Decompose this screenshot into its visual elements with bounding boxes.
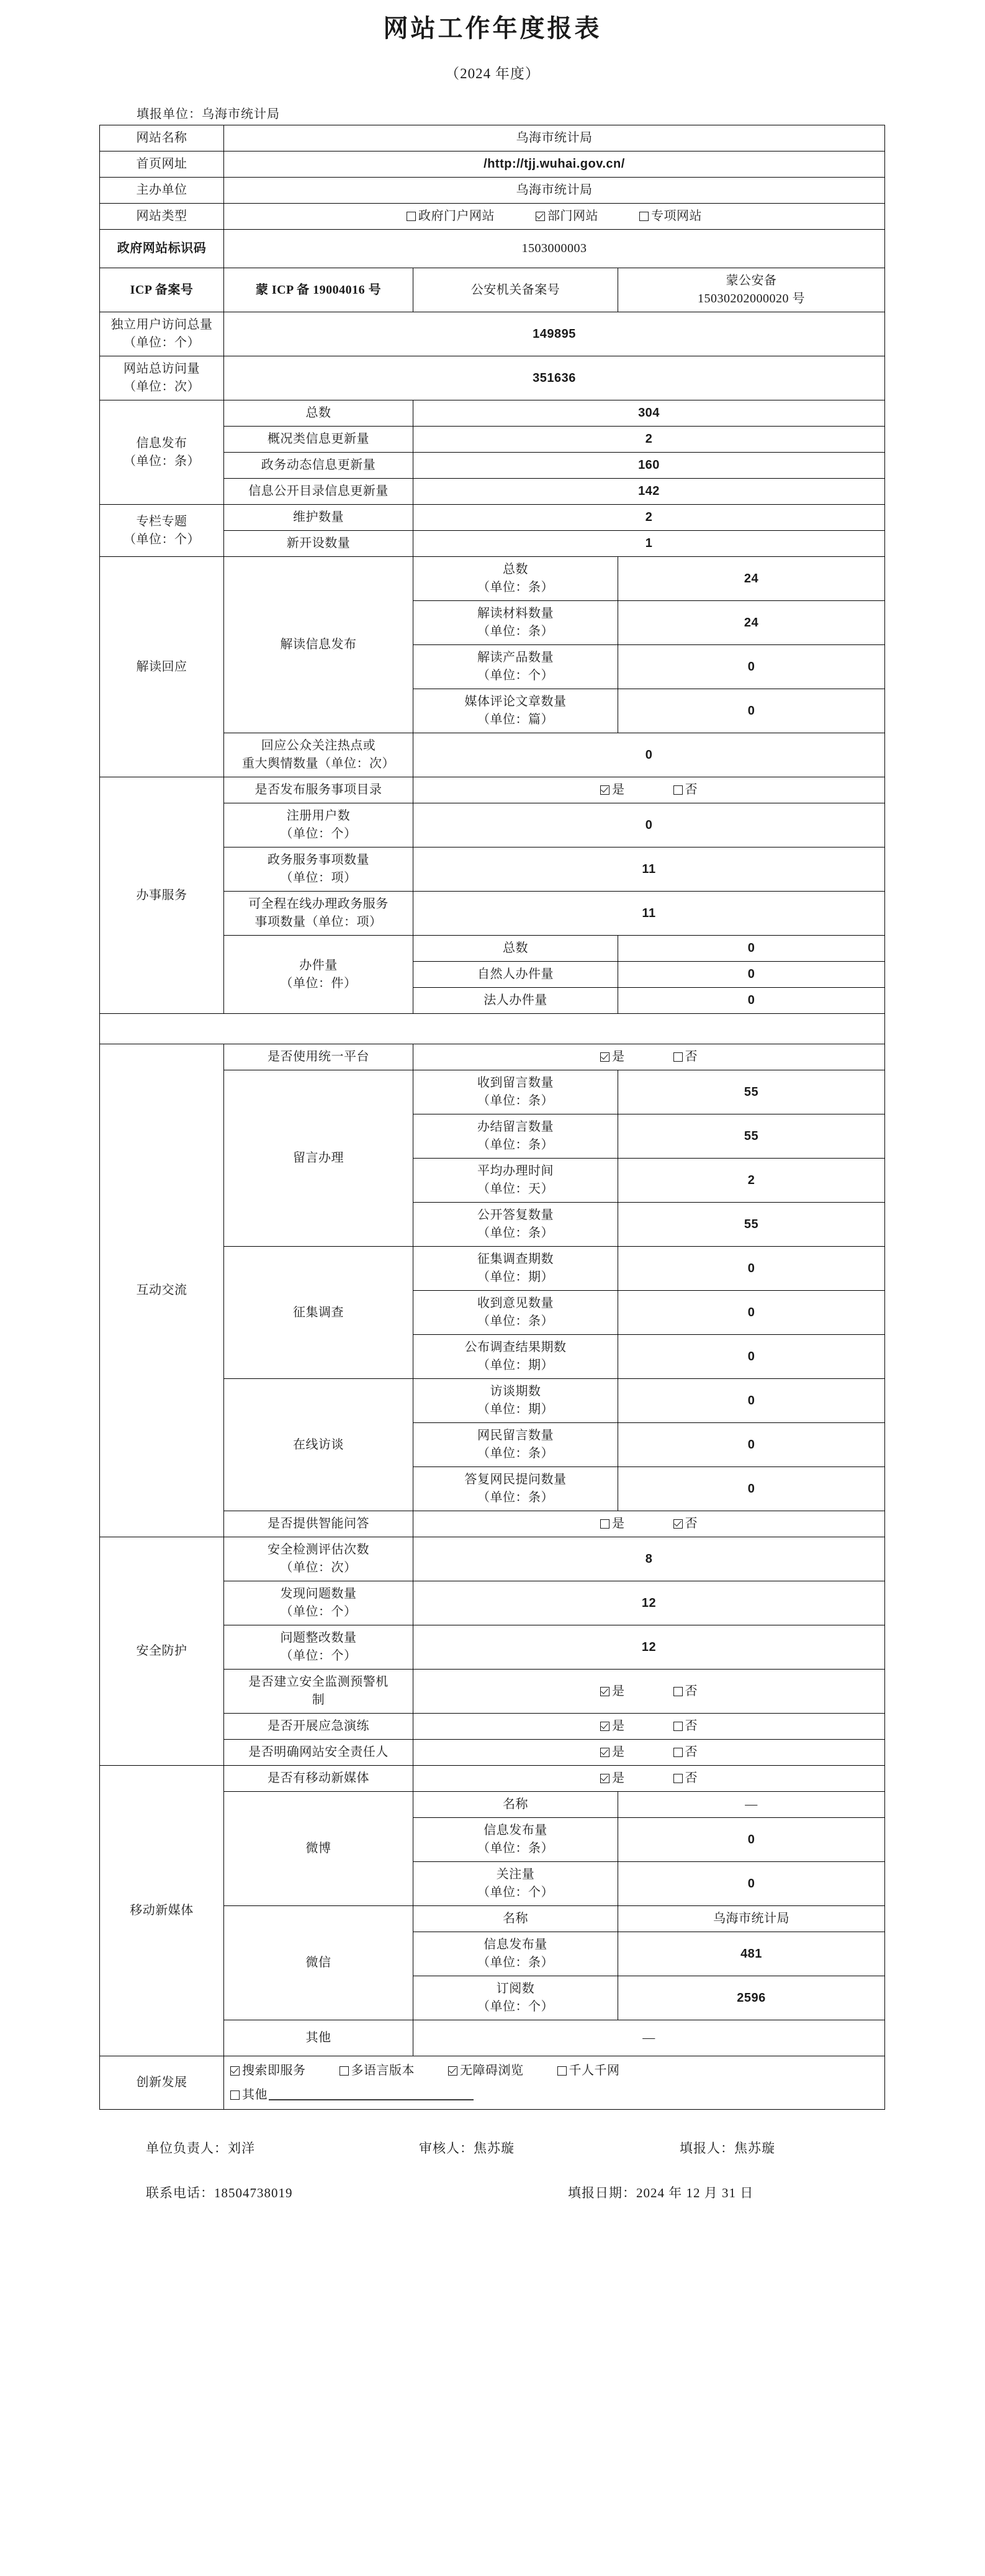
interview-row-label <box>413 1379 618 1423</box>
checkbox-icon[interactable] <box>340 2066 349 2076</box>
police-record-line1: 蒙公安备 <box>726 274 777 287</box>
total-visits-label <box>100 356 224 400</box>
label-line1: 注册用户数 <box>286 809 351 823</box>
label-line1: 答复网民提问数量 <box>464 1473 567 1486</box>
section-info-publish <box>100 400 224 505</box>
label-line1: 征集调查期数 <box>477 1252 554 1266</box>
registered-users-value: 0 <box>413 803 885 847</box>
interview-row-label <box>413 1423 618 1467</box>
columns-row-label: 维护数量 <box>224 505 413 531</box>
section-label-line1: 专栏专题 <box>136 514 187 528</box>
smart-qa-options <box>413 1511 885 1537</box>
has-newmedia-label: 是否有移动新媒体 <box>224 1766 413 1792</box>
police-record-value <box>618 268 885 312</box>
label-line1: 办结留言数量 <box>477 1120 554 1134</box>
interpretation-row-value: 24 <box>618 557 885 601</box>
registered-users-label <box>224 803 413 847</box>
section-new-media: 移动新媒体 <box>100 1766 224 2056</box>
label-line2: （单位：条） <box>477 1314 554 1328</box>
table-row <box>100 1044 885 1070</box>
message-row-label <box>413 1203 618 1247</box>
option-label: 无障碍浏览 <box>460 2063 524 2077</box>
columns-row-value: 1 <box>413 531 885 557</box>
section-interaction: 互动交流 <box>100 1044 224 1537</box>
innovation-option-search-as-service[interactable] <box>230 2062 306 2080</box>
table-row <box>100 151 885 178</box>
table-row <box>100 1766 885 1792</box>
table-row <box>100 1537 885 1581</box>
label-line1: 问题整改数量 <box>280 1631 357 1645</box>
checkbox-icon[interactable] <box>600 1519 609 1529</box>
info-publish-row-label: 信息公开目录信息更新量 <box>224 479 413 505</box>
checkbox-icon[interactable] <box>673 1687 683 1696</box>
option-yes[interactable] <box>600 1515 625 1533</box>
label-line1: 独立用户访问总量 <box>110 318 213 332</box>
sponsor-value: 乌海市统计局 <box>224 178 885 204</box>
icp-value: 蒙 ICP 备 19004016 号 <box>224 268 413 312</box>
label-line2: 重大舆情数量（单位：次） <box>242 757 395 771</box>
checkbox-icon[interactable] <box>673 1722 683 1731</box>
survey-row-label <box>413 1335 618 1379</box>
option-no[interactable] <box>673 1769 698 1787</box>
option-yes[interactable] <box>600 1743 625 1761</box>
option-no[interactable] <box>673 1683 698 1701</box>
weibo-row-label: 名称 <box>413 1792 618 1818</box>
columns-row-value: 2 <box>413 505 885 531</box>
table-row <box>100 356 885 400</box>
label-line1: 订阅数 <box>496 1982 535 1995</box>
label-line1: 收到意见数量 <box>477 1296 554 1310</box>
label-line2: （单位：个） <box>477 2000 554 2013</box>
message-row-value: 2 <box>618 1159 885 1203</box>
innovation-other-input[interactable] <box>269 2089 474 2100</box>
label-line2: （单位：件） <box>280 976 357 990</box>
service-items-label <box>224 847 413 892</box>
table-row <box>100 178 885 204</box>
signature-footer <box>96 2138 922 2202</box>
checkbox-icon[interactable] <box>673 1052 683 1062</box>
survey-row-value: 0 <box>618 1291 885 1335</box>
option-label: 是 <box>612 1719 625 1733</box>
label-line2: （单位：条） <box>477 1842 554 1855</box>
fixed-issues-value: 12 <box>413 1625 885 1670</box>
option-label: 多语言版本 <box>351 2063 415 2077</box>
site-type-label: 网站类型 <box>100 204 224 230</box>
section-columns-topics <box>100 505 224 557</box>
label-line1: 公开答复数量 <box>477 1208 554 1222</box>
site-name-value: 乌海市统计局 <box>224 125 885 151</box>
section-innovation: 创新发展 <box>100 2056 224 2110</box>
label-line1: 公布调查结果期数 <box>464 1340 567 1354</box>
unified-platform-options <box>413 1044 885 1070</box>
option-label: 是 <box>612 1745 625 1759</box>
label-line2: （单位：条） <box>477 1094 554 1108</box>
checkbox-icon[interactable] <box>407 212 416 221</box>
handled-count-label <box>224 936 413 1014</box>
option-no[interactable] <box>673 781 698 799</box>
checkbox-checked-icon[interactable] <box>600 1722 609 1731</box>
interview-row-value: 0 <box>618 1379 885 1423</box>
filler-unit-line: 填报单位：乌海市统计局 <box>137 107 280 121</box>
public-response-value: 0 <box>413 733 885 777</box>
label-line1: 解读产品数量 <box>477 651 554 664</box>
table-row <box>100 505 885 531</box>
sub-weixin: 微信 <box>224 1906 413 2020</box>
option-label: 是 <box>612 1050 625 1064</box>
fixed-issues-label <box>224 1625 413 1670</box>
option-label: 否 <box>685 1050 698 1064</box>
site-type-option-special[interactable] <box>639 207 702 225</box>
interpretation-row-label <box>413 689 618 733</box>
annual-report-table <box>99 125 885 2110</box>
table-row <box>100 268 885 312</box>
interpretation-row-label <box>413 601 618 645</box>
table-row <box>100 400 885 427</box>
section-label-line2: （单位：个） <box>124 532 200 546</box>
option-label: 千人千网 <box>569 2063 620 2077</box>
label-line2: （单位：条） <box>477 1491 554 1504</box>
survey-row-value: 0 <box>618 1335 885 1379</box>
checkbox-checked-icon[interactable] <box>600 1687 609 1696</box>
option-label: 否 <box>685 1745 698 1759</box>
label-line2: （单位：个） <box>280 1605 357 1619</box>
option-label: 搜索即服务 <box>242 2063 306 2077</box>
checkbox-icon[interactable] <box>673 785 683 795</box>
homepage-value: /http://tjj.wuhai.gov.cn/ <box>224 151 885 178</box>
warning-system-label <box>224 1670 413 1714</box>
survey-row-label <box>413 1247 618 1291</box>
label-line1: 网民留言数量 <box>477 1429 554 1442</box>
police-record-label: 公安机关备案号 <box>413 268 618 312</box>
label-line2: （单位：期） <box>477 1358 554 1372</box>
interview-row-value: 0 <box>618 1423 885 1467</box>
info-publish-row-value: 304 <box>413 400 885 427</box>
innovation-option-personalization[interactable] <box>557 2062 620 2080</box>
info-publish-row-label: 总数 <box>224 400 413 427</box>
checkbox-checked-icon[interactable] <box>536 212 545 221</box>
message-row-value: 55 <box>618 1203 885 1247</box>
message-row-value: 55 <box>618 1070 885 1114</box>
option-label: 其他 <box>242 2087 268 2102</box>
weixin-row-value: 2596 <box>618 1976 885 2020</box>
option-label: 否 <box>685 1684 698 1698</box>
sub-weibo: 微博 <box>224 1792 413 1906</box>
handled-row-value: 0 <box>618 988 885 1014</box>
label-line2: （单位：期） <box>477 1403 554 1416</box>
option-label: 是 <box>612 1517 625 1530</box>
section-security: 安全防护 <box>100 1537 224 1766</box>
unit-head: 单位负责人：刘洋 <box>146 2141 255 2156</box>
checkbox-checked-icon[interactable] <box>600 1774 609 1783</box>
total-visits-value: 351636 <box>224 356 885 400</box>
innovation-option-multilanguage[interactable] <box>340 2062 415 2080</box>
message-row-label <box>413 1114 618 1159</box>
checkbox-icon[interactable] <box>230 2090 240 2100</box>
option-label: 专项网站 <box>651 209 702 223</box>
report-date: 填报日期：2024 年 12 月 31 日 <box>568 2185 754 2200</box>
drill-options <box>413 1714 885 1740</box>
label-line1: 信息发布量 <box>484 1824 547 1837</box>
found-issues-value: 12 <box>413 1581 885 1625</box>
security-responsible-label: 是否明确网站安全责任人 <box>224 1740 413 1766</box>
unique-visitors-value: 149895 <box>224 312 885 356</box>
label-line2: （单位：次） <box>280 1561 357 1575</box>
innovation-option-accessibility[interactable] <box>448 2062 524 2080</box>
label-line1: 可全程在线办理政务服务 <box>248 897 389 911</box>
checkbox-checked-icon[interactable] <box>600 785 609 795</box>
online-service-items-label <box>224 892 413 936</box>
interview-row-label <box>413 1467 618 1511</box>
label-line1: 办件量 <box>299 958 338 972</box>
option-no[interactable] <box>673 1048 698 1066</box>
section-service: 办事服务 <box>100 777 224 1014</box>
label-line2: （单位：期） <box>477 1270 554 1284</box>
info-publish-row-value: 142 <box>413 479 885 505</box>
label-line1: 回应公众关注热点或 <box>261 739 376 752</box>
handled-row-label: 总数 <box>413 936 618 962</box>
table-row <box>100 230 885 268</box>
option-yes[interactable] <box>600 1048 625 1066</box>
label-line2: （单位：个） <box>477 669 554 682</box>
homepage-label: 首页网址 <box>100 151 224 178</box>
service-items-value: 11 <box>413 847 885 892</box>
option-label: 否 <box>685 1517 698 1530</box>
message-row-label <box>413 1070 618 1114</box>
interpretation-row-value: 24 <box>618 601 885 645</box>
online-service-items-value: 11 <box>413 892 885 936</box>
sub-online-interview: 在线访谈 <box>224 1379 413 1511</box>
has-newmedia-options <box>413 1766 885 1792</box>
option-label: 是 <box>612 1771 625 1785</box>
weibo-row-value: — <box>618 1792 885 1818</box>
contact-phone: 联系电话：18504738019 <box>146 2185 293 2200</box>
label-line1: 访谈期数 <box>490 1385 541 1398</box>
option-no[interactable] <box>673 1717 698 1735</box>
icp-label: ICP 备案号 <box>100 268 224 312</box>
label-line2: （单位：个） <box>280 1649 357 1663</box>
police-record-line2: 15030202000020 号 <box>698 292 805 305</box>
newmedia-other-value: — <box>413 2020 885 2056</box>
sub-message-handling: 留言办理 <box>224 1070 413 1247</box>
drill-label: 是否开展应急演练 <box>224 1714 413 1740</box>
label-line1: 政务服务事项数量 <box>268 853 369 867</box>
interpretation-row-value: 0 <box>618 689 885 733</box>
sub-survey: 征集调查 <box>224 1247 413 1379</box>
section-label-line1: 信息发布 <box>136 436 187 450</box>
weibo-row-value: 0 <box>618 1862 885 1906</box>
smart-qa-label: 是否提供智能问答 <box>224 1511 413 1537</box>
label-line2: （单位：次） <box>124 380 200 394</box>
innovation-options-cell <box>224 2056 885 2110</box>
weibo-row-value: 0 <box>618 1818 885 1862</box>
site-type-option-department[interactable] <box>536 207 598 225</box>
table-row <box>100 557 885 601</box>
interpretation-row-label <box>413 557 618 601</box>
checkbox-icon[interactable] <box>673 1774 683 1783</box>
label-line2: （单位：条） <box>477 1956 554 1969</box>
label-line2: （单位：个） <box>280 827 357 841</box>
site-type-option-portal[interactable] <box>407 207 495 225</box>
label-line2: 事项数量（单位：项） <box>254 915 382 929</box>
info-publish-row-label: 政务动态信息更新量 <box>224 453 413 479</box>
option-yes[interactable] <box>600 781 625 799</box>
option-yes[interactable] <box>600 1683 625 1701</box>
signature-row-2 <box>96 2183 922 2202</box>
survey-row-value: 0 <box>618 1247 885 1291</box>
label-line1: 网站总访问量 <box>124 362 200 376</box>
handled-row-value: 0 <box>618 962 885 988</box>
option-label: 否 <box>685 1771 698 1785</box>
weixin-row-value: 481 <box>618 1932 885 1976</box>
eval-count-value: 8 <box>413 1537 885 1581</box>
weibo-row-label <box>413 1862 618 1906</box>
option-label: 否 <box>685 1719 698 1733</box>
weibo-row-label <box>413 1818 618 1862</box>
interpretation-row-value: 0 <box>618 645 885 689</box>
table-row <box>100 204 885 230</box>
reviewer: 审核人：焦苏璇 <box>419 2141 515 2156</box>
option-label: 政府门户网站 <box>418 209 495 223</box>
signature-row-1 <box>96 2138 922 2157</box>
filler: 填报人：焦苏璇 <box>680 2141 775 2156</box>
publish-catalog-label: 是否发布服务事项目录 <box>224 777 413 803</box>
table-row <box>100 312 885 356</box>
columns-row-label: 新开设数量 <box>224 531 413 557</box>
label-line1: 是否建立安全监测预警机 <box>248 1675 389 1689</box>
weixin-row-value: 乌海市统计局 <box>618 1906 885 1932</box>
label-line1: 解读材料数量 <box>477 607 554 620</box>
handled-row-value: 0 <box>618 936 885 962</box>
interview-row-value: 0 <box>618 1467 885 1511</box>
checkbox-icon[interactable] <box>673 1748 683 1757</box>
gov-code-label: 政府网站标识码 <box>100 230 224 268</box>
info-publish-row-label: 概况类信息更新量 <box>224 427 413 453</box>
checkbox-checked-icon[interactable] <box>600 1052 609 1062</box>
innovation-option-other[interactable] <box>230 2086 268 2104</box>
checkbox-checked-icon[interactable] <box>600 1748 609 1757</box>
table-row <box>100 125 885 151</box>
message-row-label <box>413 1159 618 1203</box>
section-interpretation: 解读回应 <box>100 557 224 777</box>
survey-row-label <box>413 1291 618 1335</box>
weixin-row-label <box>413 1932 618 1976</box>
section-label-line2: （单位：条） <box>124 454 200 468</box>
label-line1: 关注量 <box>496 1868 535 1881</box>
option-no[interactable] <box>673 1743 698 1761</box>
label-line2: （单位：篇） <box>477 713 554 726</box>
message-row-value: 55 <box>618 1114 885 1159</box>
label-line2: （单位：项） <box>280 871 357 885</box>
label-line2: （单位：条） <box>477 1138 554 1152</box>
label-line2: （单位：个） <box>477 1886 554 1899</box>
label-line2: （单位：条） <box>477 1226 554 1240</box>
page-break-gap <box>100 1014 885 1044</box>
label-line1: 信息发布量 <box>484 1938 547 1951</box>
option-label: 是 <box>612 783 625 797</box>
label-line1: 收到留言数量 <box>477 1076 554 1090</box>
label-line1: 平均办理时间 <box>477 1164 554 1178</box>
interpretation-row-label <box>413 645 618 689</box>
warning-system-options <box>413 1670 885 1714</box>
option-yes[interactable] <box>600 1769 625 1787</box>
checkbox-checked-icon[interactable] <box>673 1519 683 1529</box>
label-line2: （单位：天） <box>477 1182 554 1196</box>
public-response-label <box>224 733 413 777</box>
page-title: 网站工作年度报表 <box>383 14 602 42</box>
label-line1: 媒体评论文章数量 <box>464 695 567 708</box>
unified-platform-label: 是否使用统一平台 <box>224 1044 413 1070</box>
sub-interpretation-publish: 解读信息发布 <box>224 557 413 733</box>
option-no[interactable] <box>673 1515 698 1533</box>
table-row <box>100 777 885 803</box>
label-line2: 制 <box>312 1693 325 1707</box>
site-name-label: 网站名称 <box>100 125 224 151</box>
site-type-options-cell <box>224 204 885 230</box>
handled-row-label: 自然人办件量 <box>413 962 618 988</box>
checkbox-icon[interactable] <box>557 2066 567 2076</box>
found-issues-label <box>224 1581 413 1625</box>
unique-visitors-label <box>100 312 224 356</box>
label-line1: 安全检测评估次数 <box>268 1543 369 1557</box>
weixin-row-label <box>413 1976 618 2020</box>
checkbox-checked-icon[interactable] <box>448 2066 457 2076</box>
eval-count-label <box>224 1537 413 1581</box>
checkbox-icon[interactable] <box>639 212 649 221</box>
option-label: 是 <box>612 1684 625 1698</box>
label-line2: （单位：条） <box>477 581 554 594</box>
publish-catalog-options <box>413 777 885 803</box>
table-row <box>100 2056 885 2110</box>
page-subtitle: （2024 年度） <box>445 66 540 81</box>
label-line2: （单位：条） <box>477 625 554 638</box>
label-line2: （单位：条） <box>477 1447 554 1460</box>
sponsor-label: 主办单位 <box>100 178 224 204</box>
option-label: 否 <box>685 783 698 797</box>
weixin-row-label: 名称 <box>413 1906 618 1932</box>
gov-code-value: 1503000003 <box>224 230 885 268</box>
label-line1: 发现问题数量 <box>280 1587 357 1601</box>
info-publish-row-value: 2 <box>413 427 885 453</box>
newmedia-other-label: 其他 <box>224 2020 413 2056</box>
label-line2: （单位：个） <box>124 336 200 350</box>
handled-row-label: 法人办件量 <box>413 988 618 1014</box>
option-label: 部门网站 <box>547 209 598 223</box>
security-responsible-options <box>413 1740 885 1766</box>
info-publish-row-value: 160 <box>413 453 885 479</box>
option-yes[interactable] <box>600 1717 625 1735</box>
label-line1: 总数 <box>503 563 528 576</box>
checkbox-checked-icon[interactable] <box>230 2066 240 2076</box>
